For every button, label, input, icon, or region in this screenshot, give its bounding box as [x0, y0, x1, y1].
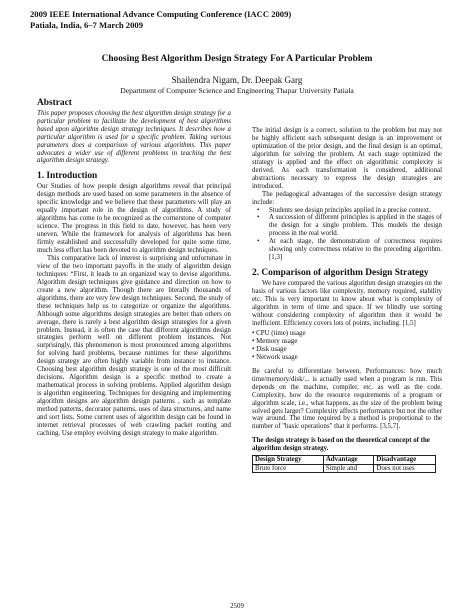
list-item: • At each stage, the demonstration of correctness requires showing only correctness relative to the preceding algorithm. [1,3] — [257, 238, 442, 262]
author-affiliation: Department of Computer Science and Engineering Thapar University Patiala — [120, 86, 354, 95]
abstract-heading: Abstract — [37, 98, 72, 108]
body-paragraph-advantages: The pedagogical advantages of the successive design strategy include: — [252, 190, 442, 206]
strategy-table — [252, 455, 436, 473]
table-cell: Simple and — [323, 464, 374, 473]
table-cell: Brute force — [253, 464, 324, 473]
performance-paragraph: Be careful to differentiate between, Performances: how much time/memory/disk/... is actually used when a program is run. This depends on the machine, compiler, etc. as well as the code. Complexity, how do the resource requirements of a program or algorithm scale, i.e., what happens, as the size of the problem being solved gets larger? Complexity affects performance but not the other way around. The time required by a method is proportional to the number of "basic operations" that it performs. [3,5,7]. — [252, 367, 442, 431]
introduction-paragraph-1: Our Studies of how people design algorithms reveal that principal design methods are used based on some parameters in the absence of specific knowledge and we believe that these parameters will play an equally important role in the design of algorithms. A study of algorithms has come to be recognized as the cornerstone of computer science. The progress in this field to date, however, has been very uneven. While the framework for analysis of algorithms has been firmly established and successfully developed for quite some time, much less effort has been devoted to algorithm design techniques. — [37, 183, 231, 254]
list-item: • Network usage — [252, 353, 298, 361]
list-item: • Memory usage — [252, 337, 298, 345]
table-cell: Does not uses — [374, 464, 436, 473]
paper-title: Choosing Best Algorithm Design Strategy For A Particular Problem — [101, 54, 373, 64]
table-header-cell: Disadvantage — [374, 456, 436, 465]
abstract-text: This paper proposes choosing the best algorithm design strategy for a particular problem to facilitate the development of best algorithms based upon algorithm design strategy techniques. It describes how a particular algorithm is used for a specific problem. Taking various parameters does a comparison of various algorithms. This paper advocates a wider use of different problems in teaching the best algorithm design strategy. — [37, 110, 231, 165]
list-item: • Disk usage — [252, 345, 287, 353]
table-row — [253, 464, 436, 473]
bullet-icon: • — [257, 238, 260, 246]
table-caption: The design strategy is based on the theoretical concept of the algorithm design strategy. — [252, 437, 430, 453]
paper-authors: Shailendra Nigam, Dr. Deepak Garg — [171, 75, 303, 85]
conference-location: Patiala, India, 6–7 March 2009 — [30, 19, 143, 30]
list-item: • Students see design principles applied in a precise context. — [257, 206, 431, 214]
comparison-heading: 2. Comparison of algorithm Design Strategy — [252, 268, 429, 279]
list-item: • A succession of different principles is applied in the stages of the design for a single problem. This models the design process in the real world. — [257, 214, 442, 238]
introduction-heading: 1. Introduction — [37, 171, 98, 182]
table-header-row — [253, 456, 436, 465]
advantages-list — [252, 207, 442, 263]
body-paragraph-design: The initial design is a correct, solution to the problem but may not be highly efficient each subsequent design is an improvement or optimization of the prior design, and the final design is an optimal, algorithm for solving the problem. At each stage optimized the strategy is applied and the effect on algorithmic complexity is derived. As each transformation is considered, additional abstractions necessary to express the design strategies are introduced. — [252, 127, 442, 190]
conference-header — [30, 9, 291, 30]
list-item: • CPU (time) usage — [252, 329, 306, 337]
conference-name: 2009 IEEE International Advance Computing Conference (IACC 2009) — [30, 9, 292, 19]
page-number: 2509 — [230, 603, 244, 610]
right-column — [252, 127, 442, 473]
bullet-icon: • — [257, 214, 260, 222]
efficiency-list — [252, 330, 442, 362]
table-header-cell: Design Strategy — [253, 456, 324, 465]
bullet-icon: • — [257, 206, 260, 214]
introduction-paragraph-2: This comparative lack of interest is surprising and unfortunate in view of the two important payoffs in the study of algorithm design techniques: “First, it leads to an organized way to devise algorithms. Algorithm design techniques give guidance and direction on how to create a new algorithm. Though there are literally thousands of algorithms, there are very few design techniques. Second, the study of these techniques help us to categorize or organize the algorithms. Although some algorithms design strategies are better than others on average, there is rarely a best algorithm design strategies for a given problem. Instead, it is often the case that different algorithms design strategies perform well on different problem instances. Not surprisingly, this phenomenon is most pronounced among algorithms for solving hard problems, because runtimes for these algorithms design strategy are often highly variable from instance to instance. Choosing best algorithm design strategy is one of the most difficult decisions. Algorithm design is a specific method to create a mathematical process in solving problems. Applied algorithm design is algorithm engineering. Techniques for designing and implementing algorithm designs are algorithm design patterns , such as template method patterns, decorator patterns, uses of data structures, and name and sort lists. Some current uses of algorithm design can be found in internet retrieval processes of web crawling packet routing and caching. Use employ evolving design strategy to make algorithm. — [37, 254, 231, 437]
comparison-paragraph: We have compared the various algorithm design strategies on the basis of various factors like complexity, memory required, stability etc. This is very important to know about what is complexity of algorithm in term of time and space. If we blindly use sorting without considering complexity of algorithm then it would be inefficient. Efficiency covers lots of points, including. [1,5] — [252, 280, 442, 327]
left-column — [37, 98, 231, 438]
table-header-cell: Advantage — [323, 456, 374, 465]
